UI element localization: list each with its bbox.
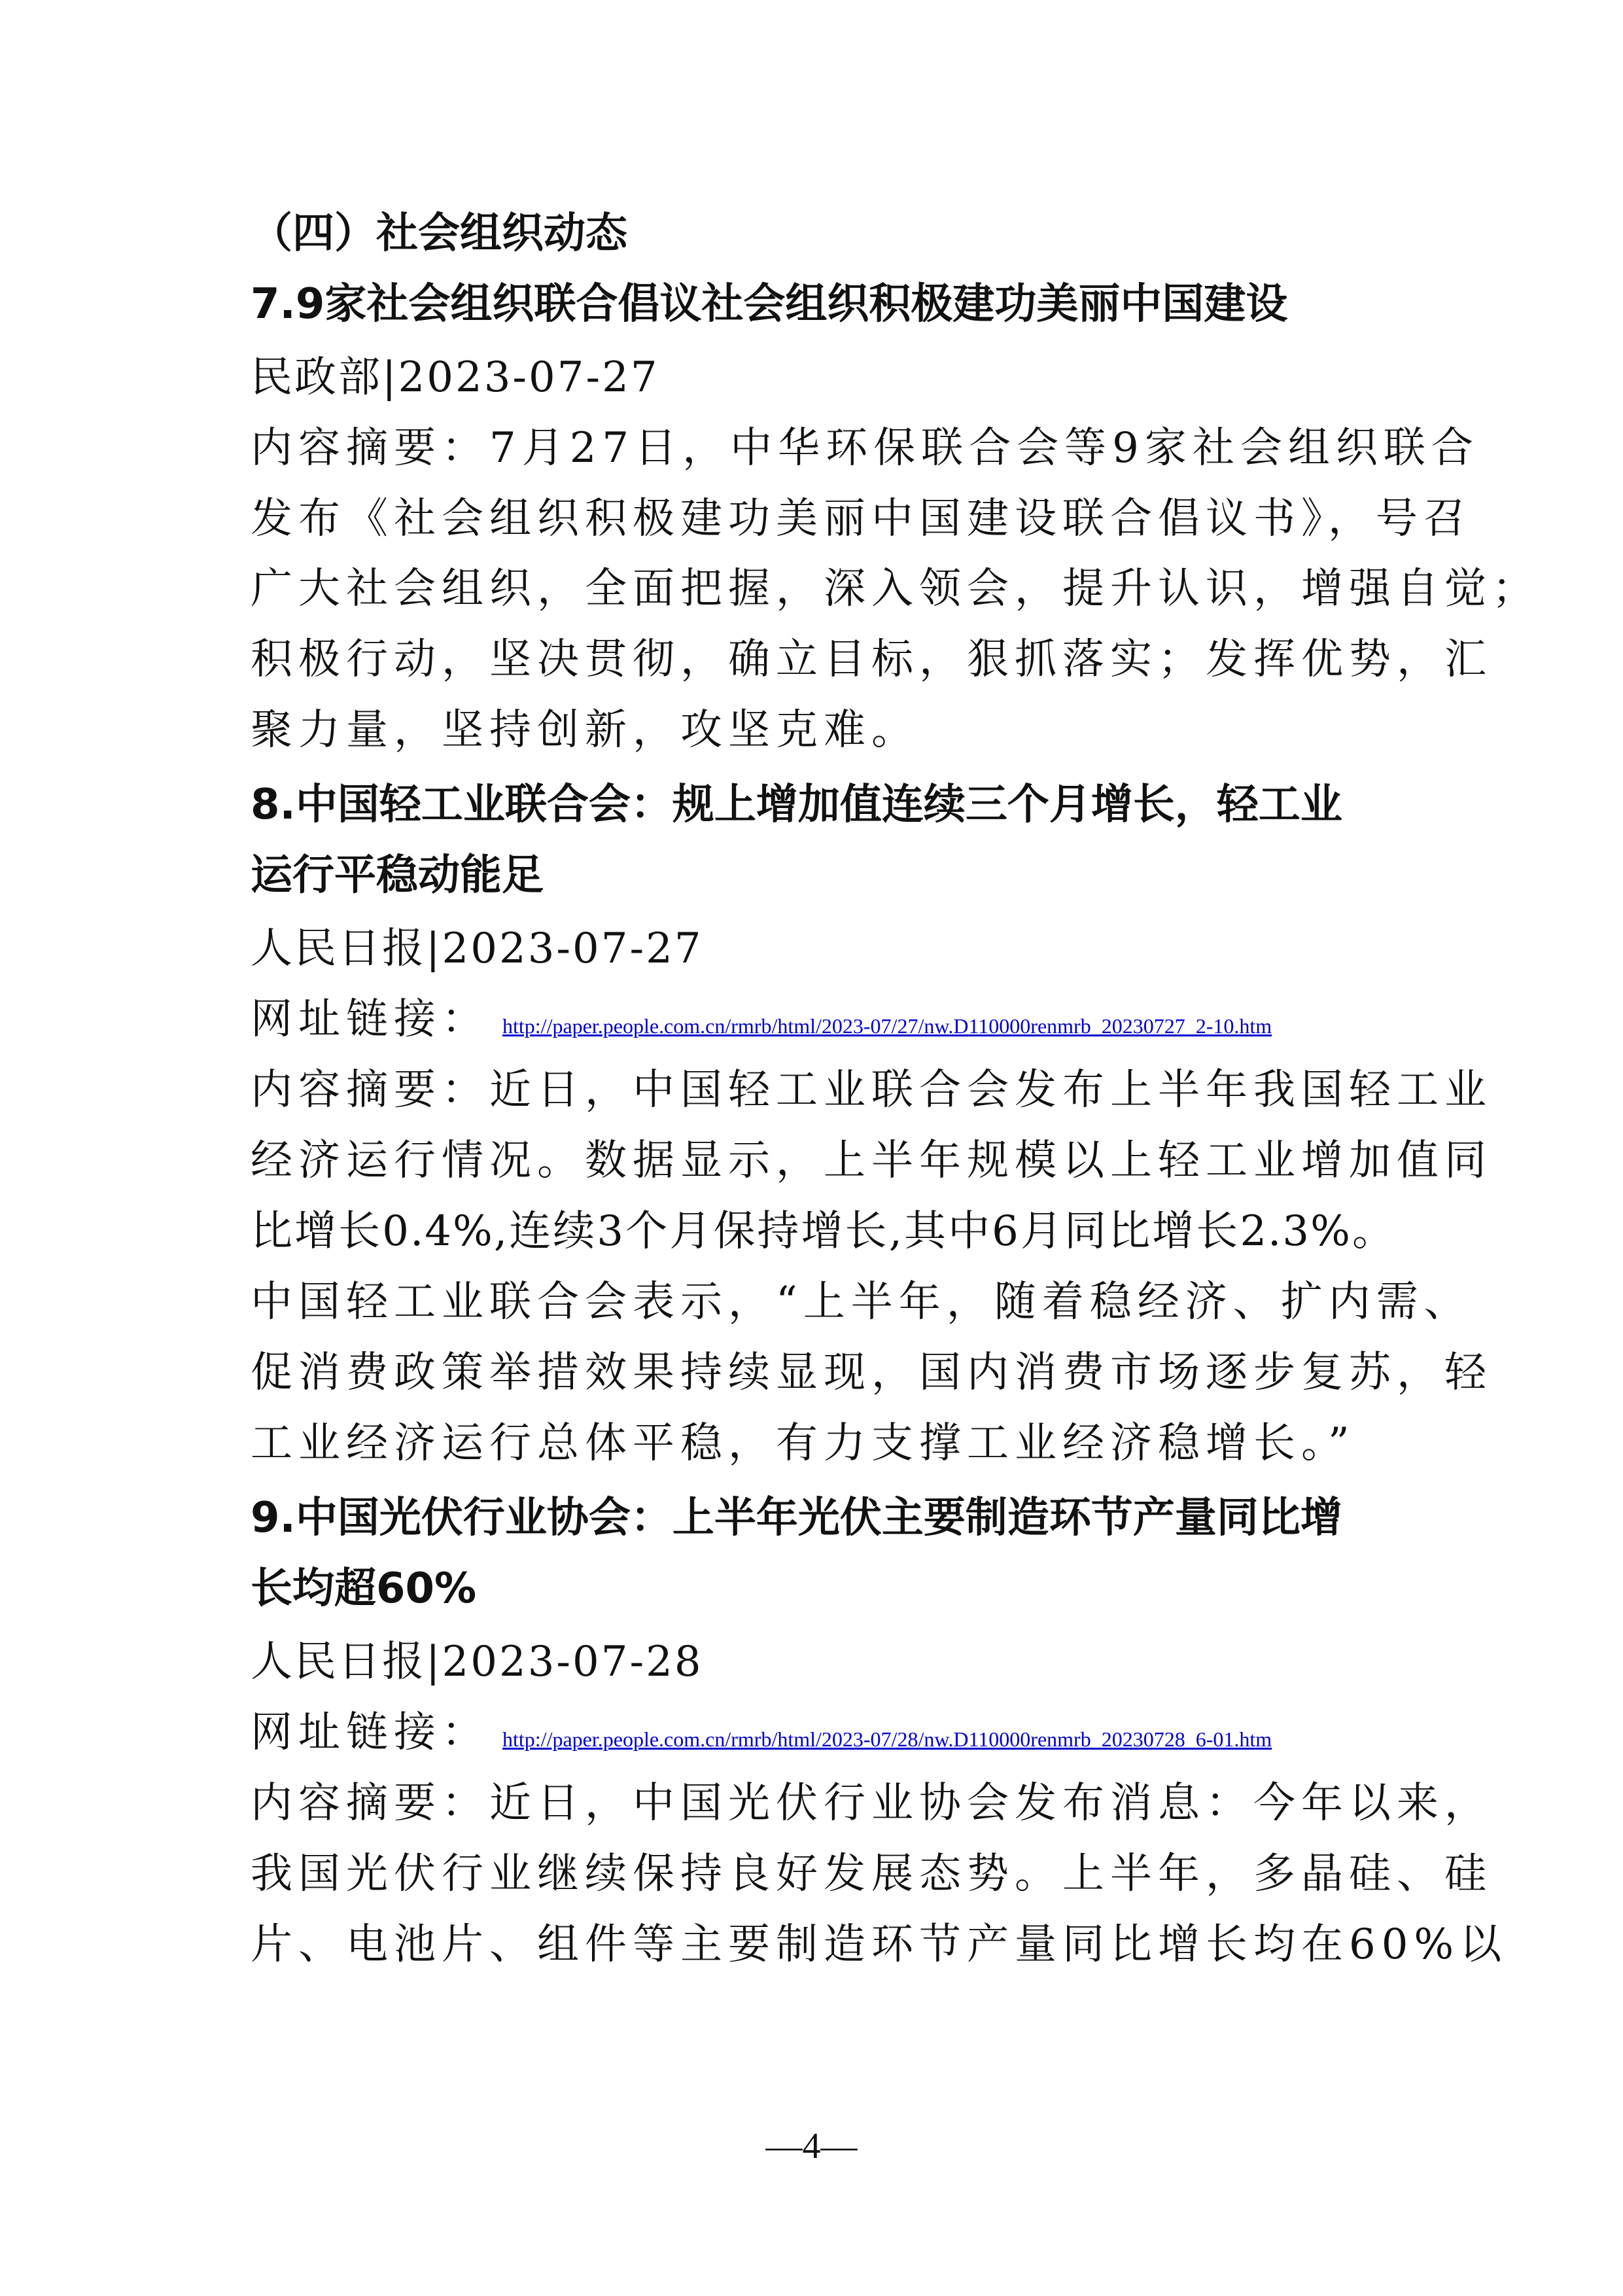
url-row: [251, 995, 1395, 1044]
summary-line: 中国轻工业联合会表示，“上半年，随着稳经济、扩内需、: [251, 1278, 1472, 1326]
page-number: —4—: [765, 2126, 858, 2166]
summary-line: 我国光伏行业继续保持良好发展态势。上半年，多晶硅、硅: [251, 1850, 1492, 1898]
article-source: 民政部|2023-07-27: [251, 353, 659, 402]
article-title: 7.9家社会组织联合倡议社会组织积极建功美丽中国建设: [251, 280, 1288, 328]
url-row: [251, 1708, 1395, 1757]
article-link[interactable]: http://paper.people.com.cn/rmrb/html/2023-07/27/nw.D110000renmrb_20230727_2-10.htm: [502, 1014, 1272, 1038]
summary-line: 内容摘要：7月27日，中华环保联合会等9家社会组织联合: [251, 424, 1479, 472]
url-label: 网址链接：: [251, 1708, 489, 1757]
article-title: 9.中国光伏行业协会：上半年光伏主要制造环节产量同比增: [251, 1494, 1342, 1542]
summary-line: 经济运行情况。数据显示，上半年规模以上轻工业增加值同: [251, 1137, 1492, 1185]
summary-line: 聚力量，坚持创新，攻坚克难。: [251, 706, 919, 754]
summary-line: 发布《社会组织积极建功美丽中国建设联合倡议书》，号召: [251, 495, 1471, 543]
article-link[interactable]: http://paper.people.com.cn/rmrb/html/2023-07/28/nw.D110000renmrb_20230728_6-01.htm: [502, 1727, 1272, 1751]
summary-line: 广大社会组织，全面把握，深入领会，提升认识，增强自觉；: [251, 565, 1540, 613]
summary-line: 片、电池片、组件等主要制造环节产量同比增长均在60%以: [251, 1920, 1508, 1969]
article-title: 长均超60%: [251, 1564, 477, 1613]
article-source: 人民日报|2023-07-27: [251, 925, 703, 973]
summary-line: 促消费政策举措效果持续显现，国内消费市场逐步复苏，轻: [251, 1349, 1492, 1397]
summary-line: 内容摘要：近日，中国轻工业联合会发布上半年我国轻工业: [251, 1066, 1492, 1114]
summary-line: 工业经济运行总体平稳，有力支撑工业经济稳增长。”: [251, 1419, 1355, 1468]
url-label: 网址链接：: [251, 995, 489, 1044]
article-source: 人民日报|2023-07-28: [251, 1638, 703, 1686]
article-title: 8.中国轻工业联合会：规上增加值连续三个月增长，轻工业: [251, 781, 1342, 829]
summary-line: 比增长0.4%,连续3个月保持增长,其中6月同比增长2.3%。: [251, 1207, 1395, 1256]
section-heading: （四）社会组织动态: [251, 209, 627, 258]
summary-line: 内容摘要：近日，中国光伏行业协会发布消息：今年以来，: [251, 1779, 1492, 1828]
article-title: 运行平稳动能足: [251, 851, 544, 900]
summary-line: 积极行动，坚决贯彻，确立目标，狠抓落实；发挥优势，汇: [251, 635, 1492, 684]
